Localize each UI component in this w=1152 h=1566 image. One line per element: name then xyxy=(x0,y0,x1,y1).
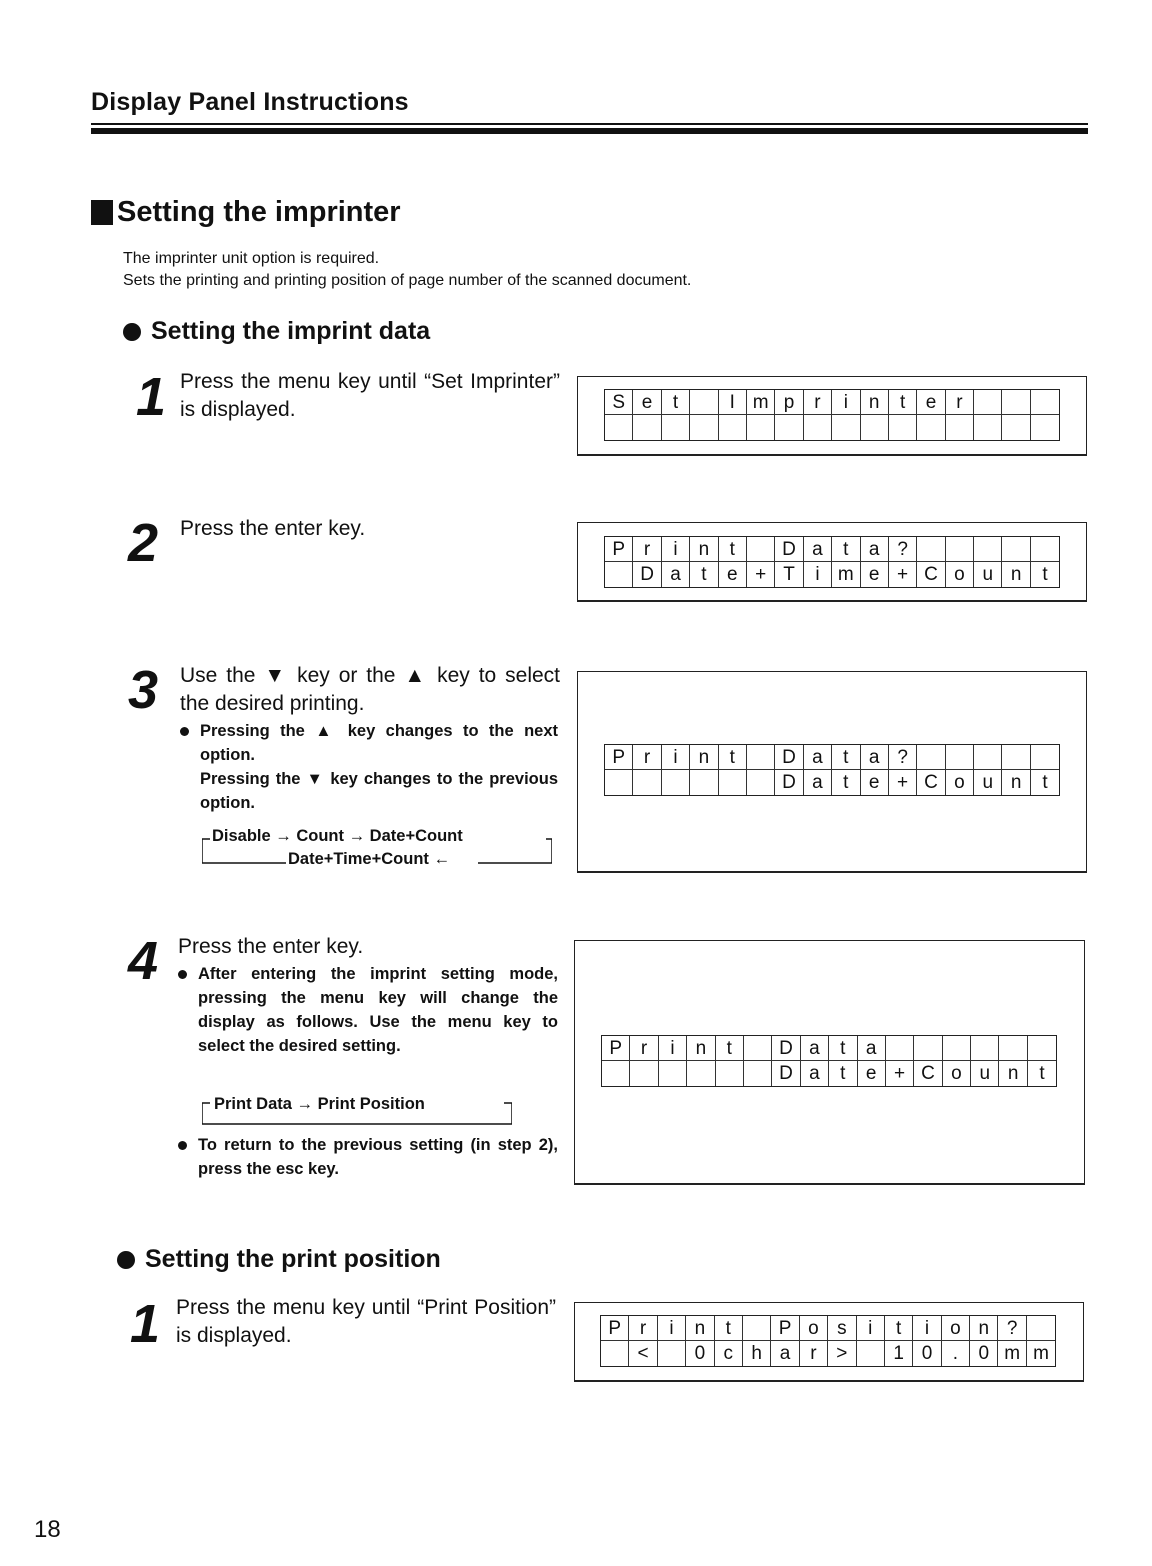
lcd-cell: t xyxy=(715,1316,743,1341)
step-4-number: 4 xyxy=(128,931,159,991)
lcd-cell: i xyxy=(658,1316,686,1341)
step-3-number: 3 xyxy=(128,660,159,720)
display-panel-step-3 xyxy=(577,671,1087,873)
step-4-note-2 xyxy=(178,1133,558,1181)
lcd-cell: i xyxy=(659,1036,687,1061)
lcd-cell xyxy=(747,415,775,440)
lcd-cell: p xyxy=(775,390,803,415)
lcd-cell: t xyxy=(719,745,747,770)
step-3-text: Use the ▼ key or the ▲ key to select the desired printing. xyxy=(180,664,560,715)
lcd-cell: a xyxy=(804,745,832,770)
lcd-cell xyxy=(659,1061,687,1086)
step-2-number: 2 xyxy=(128,513,159,573)
lcd-cell xyxy=(974,390,1002,415)
lcd-cell: t xyxy=(716,1036,744,1061)
lcd-cell xyxy=(602,1061,630,1086)
lcd-cell xyxy=(1031,415,1059,440)
lcd-cell: 0 xyxy=(686,1341,714,1366)
lcd-cell: t xyxy=(1042,772,1048,793)
lcd-cell: o xyxy=(946,770,974,795)
lcd-cell xyxy=(917,745,945,770)
lcd-cell xyxy=(971,1036,999,1061)
lcd-cell: n xyxy=(861,390,889,415)
lcd-cell: i xyxy=(913,1316,941,1341)
lcd-cell: S xyxy=(605,390,633,415)
lcd-cell xyxy=(914,1036,942,1061)
lcd-cell xyxy=(662,770,690,795)
header-rule-thin xyxy=(91,123,1088,125)
lcd-step-3 xyxy=(604,744,1060,796)
lcd-cell: n xyxy=(686,1316,714,1341)
lcd-cell: . xyxy=(942,1341,970,1366)
lcd-cell xyxy=(1028,1036,1056,1061)
lcd-cell: i xyxy=(857,1316,885,1341)
lcd-cell: o xyxy=(946,562,974,587)
lcd-cell: n xyxy=(1002,770,1030,795)
lcd-cell: t xyxy=(832,770,860,795)
lcd-cell: t xyxy=(832,745,860,770)
lcd-cell: D xyxy=(775,745,803,770)
print-position-title xyxy=(117,1245,441,1274)
lcd-cell xyxy=(889,415,917,440)
lcd-cell xyxy=(946,745,974,770)
menu-cycle-diagram xyxy=(202,1094,512,1128)
lcd-cell xyxy=(917,415,945,440)
lcd-cell: m xyxy=(998,1341,1026,1366)
lcd-cell xyxy=(719,770,747,795)
lcd-cell: D xyxy=(775,537,803,562)
lcd-cell: C xyxy=(914,1061,942,1086)
lcd-cell xyxy=(775,415,803,440)
lcd-cell xyxy=(804,415,832,440)
lcd-cell: a xyxy=(858,1036,886,1061)
lcd-cell: u xyxy=(974,770,1002,795)
note-bullet-icon xyxy=(180,719,200,815)
lcd-cell xyxy=(658,1341,686,1366)
lcd-cell: t xyxy=(885,1316,913,1341)
lcd-cell xyxy=(662,415,690,440)
lcd-cell: + xyxy=(747,562,775,587)
section-title-text: Setting the imprinter xyxy=(117,196,401,228)
lcd-cell: s xyxy=(828,1316,856,1341)
lcd-cell: t xyxy=(662,390,690,415)
lcd-cell: a xyxy=(804,770,832,795)
lcd-cell: t xyxy=(690,562,718,587)
lcd-cell xyxy=(687,1061,715,1086)
lcd-cell: D xyxy=(772,1061,800,1086)
lcd-cell xyxy=(747,770,775,795)
lcd-cell: a xyxy=(861,537,889,562)
lcd-cell: m xyxy=(832,562,860,587)
lcd-cell: D xyxy=(772,1036,800,1061)
lcd-cell: a xyxy=(771,1341,799,1366)
lcd-cell xyxy=(743,1316,771,1341)
lcd-cell xyxy=(605,770,633,795)
display-panel-position-step-1 xyxy=(574,1302,1084,1382)
lcd-cell: o xyxy=(800,1316,828,1341)
lcd-cell xyxy=(690,770,718,795)
lcd-cell: 1 xyxy=(885,1341,913,1366)
lcd-cell: D xyxy=(775,770,803,795)
lcd-cell: ? xyxy=(889,745,917,770)
lcd-cell xyxy=(605,562,633,587)
lcd-cell xyxy=(943,1036,971,1061)
imprint-data-title xyxy=(123,317,430,346)
step-4-note-1 xyxy=(178,962,558,1058)
lcd-cell xyxy=(974,745,1002,770)
lcd-cell: t xyxy=(889,390,917,415)
lcd-position-step-1 xyxy=(600,1315,1056,1367)
lcd-cell xyxy=(601,1341,629,1366)
menu-cycle-text: Print Data → Print Position xyxy=(214,1095,425,1113)
lcd-cell: T xyxy=(775,562,803,587)
lcd-cell: + xyxy=(889,562,917,587)
imprint-data-title-text: Setting the imprint data xyxy=(151,317,431,345)
lcd-cell xyxy=(1031,745,1059,770)
lcd-cell xyxy=(917,537,945,562)
lcd-cell: r xyxy=(630,1036,658,1061)
lcd-step-2 xyxy=(604,536,1060,588)
lcd-cell xyxy=(630,1061,658,1086)
lcd-cell xyxy=(1002,415,1030,440)
step-1-number: 1 xyxy=(136,367,167,427)
square-bullet-icon xyxy=(91,200,113,225)
lcd-cell: a xyxy=(804,537,832,562)
lcd-cell: r xyxy=(800,1341,828,1366)
lcd-cell: > xyxy=(828,1341,856,1366)
lcd-cell xyxy=(633,415,661,440)
lcd-cell: a xyxy=(801,1036,829,1061)
lcd-cell: t xyxy=(829,1061,857,1086)
note-bullet-icon xyxy=(178,962,198,1058)
lcd-cell: r xyxy=(633,745,661,770)
lcd-cell: e xyxy=(917,390,945,415)
header-rule-thick xyxy=(91,128,1088,134)
lcd-cell: P xyxy=(771,1316,799,1341)
lcd-cell: o xyxy=(943,1061,971,1086)
step-4-text: Press the enter key. xyxy=(178,935,364,958)
lcd-cell: a xyxy=(662,562,690,587)
lcd-cell xyxy=(1002,390,1030,415)
lcd-cell: + xyxy=(889,770,917,795)
lcd-step-4 xyxy=(601,1035,1057,1087)
step-3-note-next: Pressing the ▲ key changes to the next option. xyxy=(200,722,558,764)
lcd-cell: n xyxy=(1002,562,1030,587)
lcd-cell: m xyxy=(747,390,775,415)
lcd-cell: i xyxy=(832,390,860,415)
lcd-cell: i xyxy=(804,562,832,587)
intro-line-1: The imprinter unit option is required. xyxy=(123,250,380,267)
display-panel-step-1 xyxy=(577,376,1087,456)
lcd-cell xyxy=(716,1061,744,1086)
lcd-cell: P xyxy=(605,537,633,562)
step-1-text: Press the menu key until “Set Imprinter” is displayed. xyxy=(180,370,560,421)
lcd-cell: < xyxy=(629,1341,657,1366)
note-bullet-icon xyxy=(178,1133,198,1181)
lcd-cell: u xyxy=(974,562,1002,587)
lcd-cell: n xyxy=(690,537,718,562)
lcd-cell xyxy=(1002,537,1030,562)
lcd-cell: I xyxy=(719,390,747,415)
lcd-cell xyxy=(1027,1316,1055,1341)
bullet-icon xyxy=(123,323,141,341)
lcd-cell: D xyxy=(633,562,661,587)
lcd-cell: 0 xyxy=(913,1341,941,1366)
lcd-step-1 xyxy=(604,389,1060,441)
lcd-cell: r xyxy=(946,390,974,415)
lcd-cell: r xyxy=(629,1316,657,1341)
step-4-note-1-text: After entering the imprint setting mode, pressing the menu key will change the display as follows. Use the menu key to select the desired setting. xyxy=(198,965,558,1055)
lcd-cell xyxy=(744,1061,772,1086)
lcd-cell xyxy=(747,745,775,770)
lcd-cell: n xyxy=(970,1316,998,1341)
position-step-1-text: Press the menu key until “Print Position” is displayed. xyxy=(176,1296,556,1347)
lcd-cell: u xyxy=(971,1061,999,1086)
option-cycle-forward: Disable → Count → Date+Count xyxy=(212,827,463,845)
lcd-cell xyxy=(719,415,747,440)
option-cycle-return: Date+Time+Count ← xyxy=(288,850,450,868)
lcd-cell xyxy=(605,415,633,440)
lcd-cell xyxy=(1031,537,1059,562)
lcd-cell: C xyxy=(917,770,945,795)
option-cycle-diagram xyxy=(202,827,552,870)
lcd-cell: n xyxy=(687,1036,715,1061)
lcd-cell: t xyxy=(719,537,747,562)
lcd-cell: r xyxy=(804,390,832,415)
lcd-cell: t xyxy=(1039,1063,1045,1084)
lcd-cell xyxy=(861,415,889,440)
lcd-cell: i xyxy=(662,537,690,562)
lcd-cell: c xyxy=(715,1341,743,1366)
lcd-cell: i xyxy=(662,745,690,770)
lcd-cell: e xyxy=(633,390,661,415)
lcd-cell: a xyxy=(801,1061,829,1086)
lcd-cell xyxy=(747,537,775,562)
intro-line-2: Sets the printing and printing position of page number of the scanned document. xyxy=(123,272,692,289)
lcd-cell xyxy=(633,770,661,795)
page-header-title: Display Panel Instructions xyxy=(91,88,409,116)
lcd-cell xyxy=(974,537,1002,562)
lcd-cell xyxy=(999,1036,1027,1061)
lcd-cell xyxy=(1031,390,1059,415)
lcd-cell: e xyxy=(861,562,889,587)
lcd-cell: e xyxy=(858,1061,886,1086)
lcd-cell: a xyxy=(861,745,889,770)
lcd-cell: h xyxy=(743,1341,771,1366)
lcd-cell: P xyxy=(601,1316,629,1341)
section-title xyxy=(91,196,401,229)
lcd-cell: t xyxy=(1042,564,1048,585)
lcd-cell: ? xyxy=(889,537,917,562)
lcd-cell: e xyxy=(861,770,889,795)
lcd-cell: r xyxy=(633,537,661,562)
lcd-cell: P xyxy=(605,745,633,770)
lcd-cell: n xyxy=(690,745,718,770)
lcd-cell: C xyxy=(917,562,945,587)
lcd-cell: o xyxy=(942,1316,970,1341)
display-panel-step-4 xyxy=(574,940,1085,1185)
lcd-cell: ? xyxy=(998,1316,1026,1341)
step-3-note xyxy=(180,719,558,815)
step-4-note-2-text: To return to the previous setting (in step 2), press the esc key. xyxy=(198,1136,558,1178)
lcd-cell xyxy=(946,537,974,562)
bullet-icon xyxy=(117,1251,135,1269)
lcd-cell: n xyxy=(999,1061,1027,1086)
lcd-cell xyxy=(857,1341,885,1366)
lcd-cell: t xyxy=(832,537,860,562)
lcd-cell: P xyxy=(602,1036,630,1061)
lcd-cell xyxy=(690,415,718,440)
step-3-note-prev: Pressing the ▼ key changes to the previous option. xyxy=(200,770,558,812)
lcd-cell xyxy=(974,415,1002,440)
display-panel-step-2 xyxy=(577,522,1087,602)
lcd-cell: e xyxy=(719,562,747,587)
lcd-cell: t xyxy=(829,1036,857,1061)
page-number: 18 xyxy=(34,1516,61,1543)
position-step-1-number: 1 xyxy=(130,1294,161,1354)
lcd-cell xyxy=(832,415,860,440)
lcd-cell xyxy=(1002,745,1030,770)
lcd-cell: m xyxy=(1033,1343,1049,1364)
lcd-cell xyxy=(690,390,718,415)
lcd-cell xyxy=(744,1036,772,1061)
lcd-cell: 0 xyxy=(970,1341,998,1366)
lcd-cell xyxy=(946,415,974,440)
lcd-cell: + xyxy=(886,1061,914,1086)
print-position-title-text: Setting the print position xyxy=(145,1245,441,1273)
lcd-cell xyxy=(886,1036,914,1061)
step-2-text: Press the enter key. xyxy=(180,517,366,540)
